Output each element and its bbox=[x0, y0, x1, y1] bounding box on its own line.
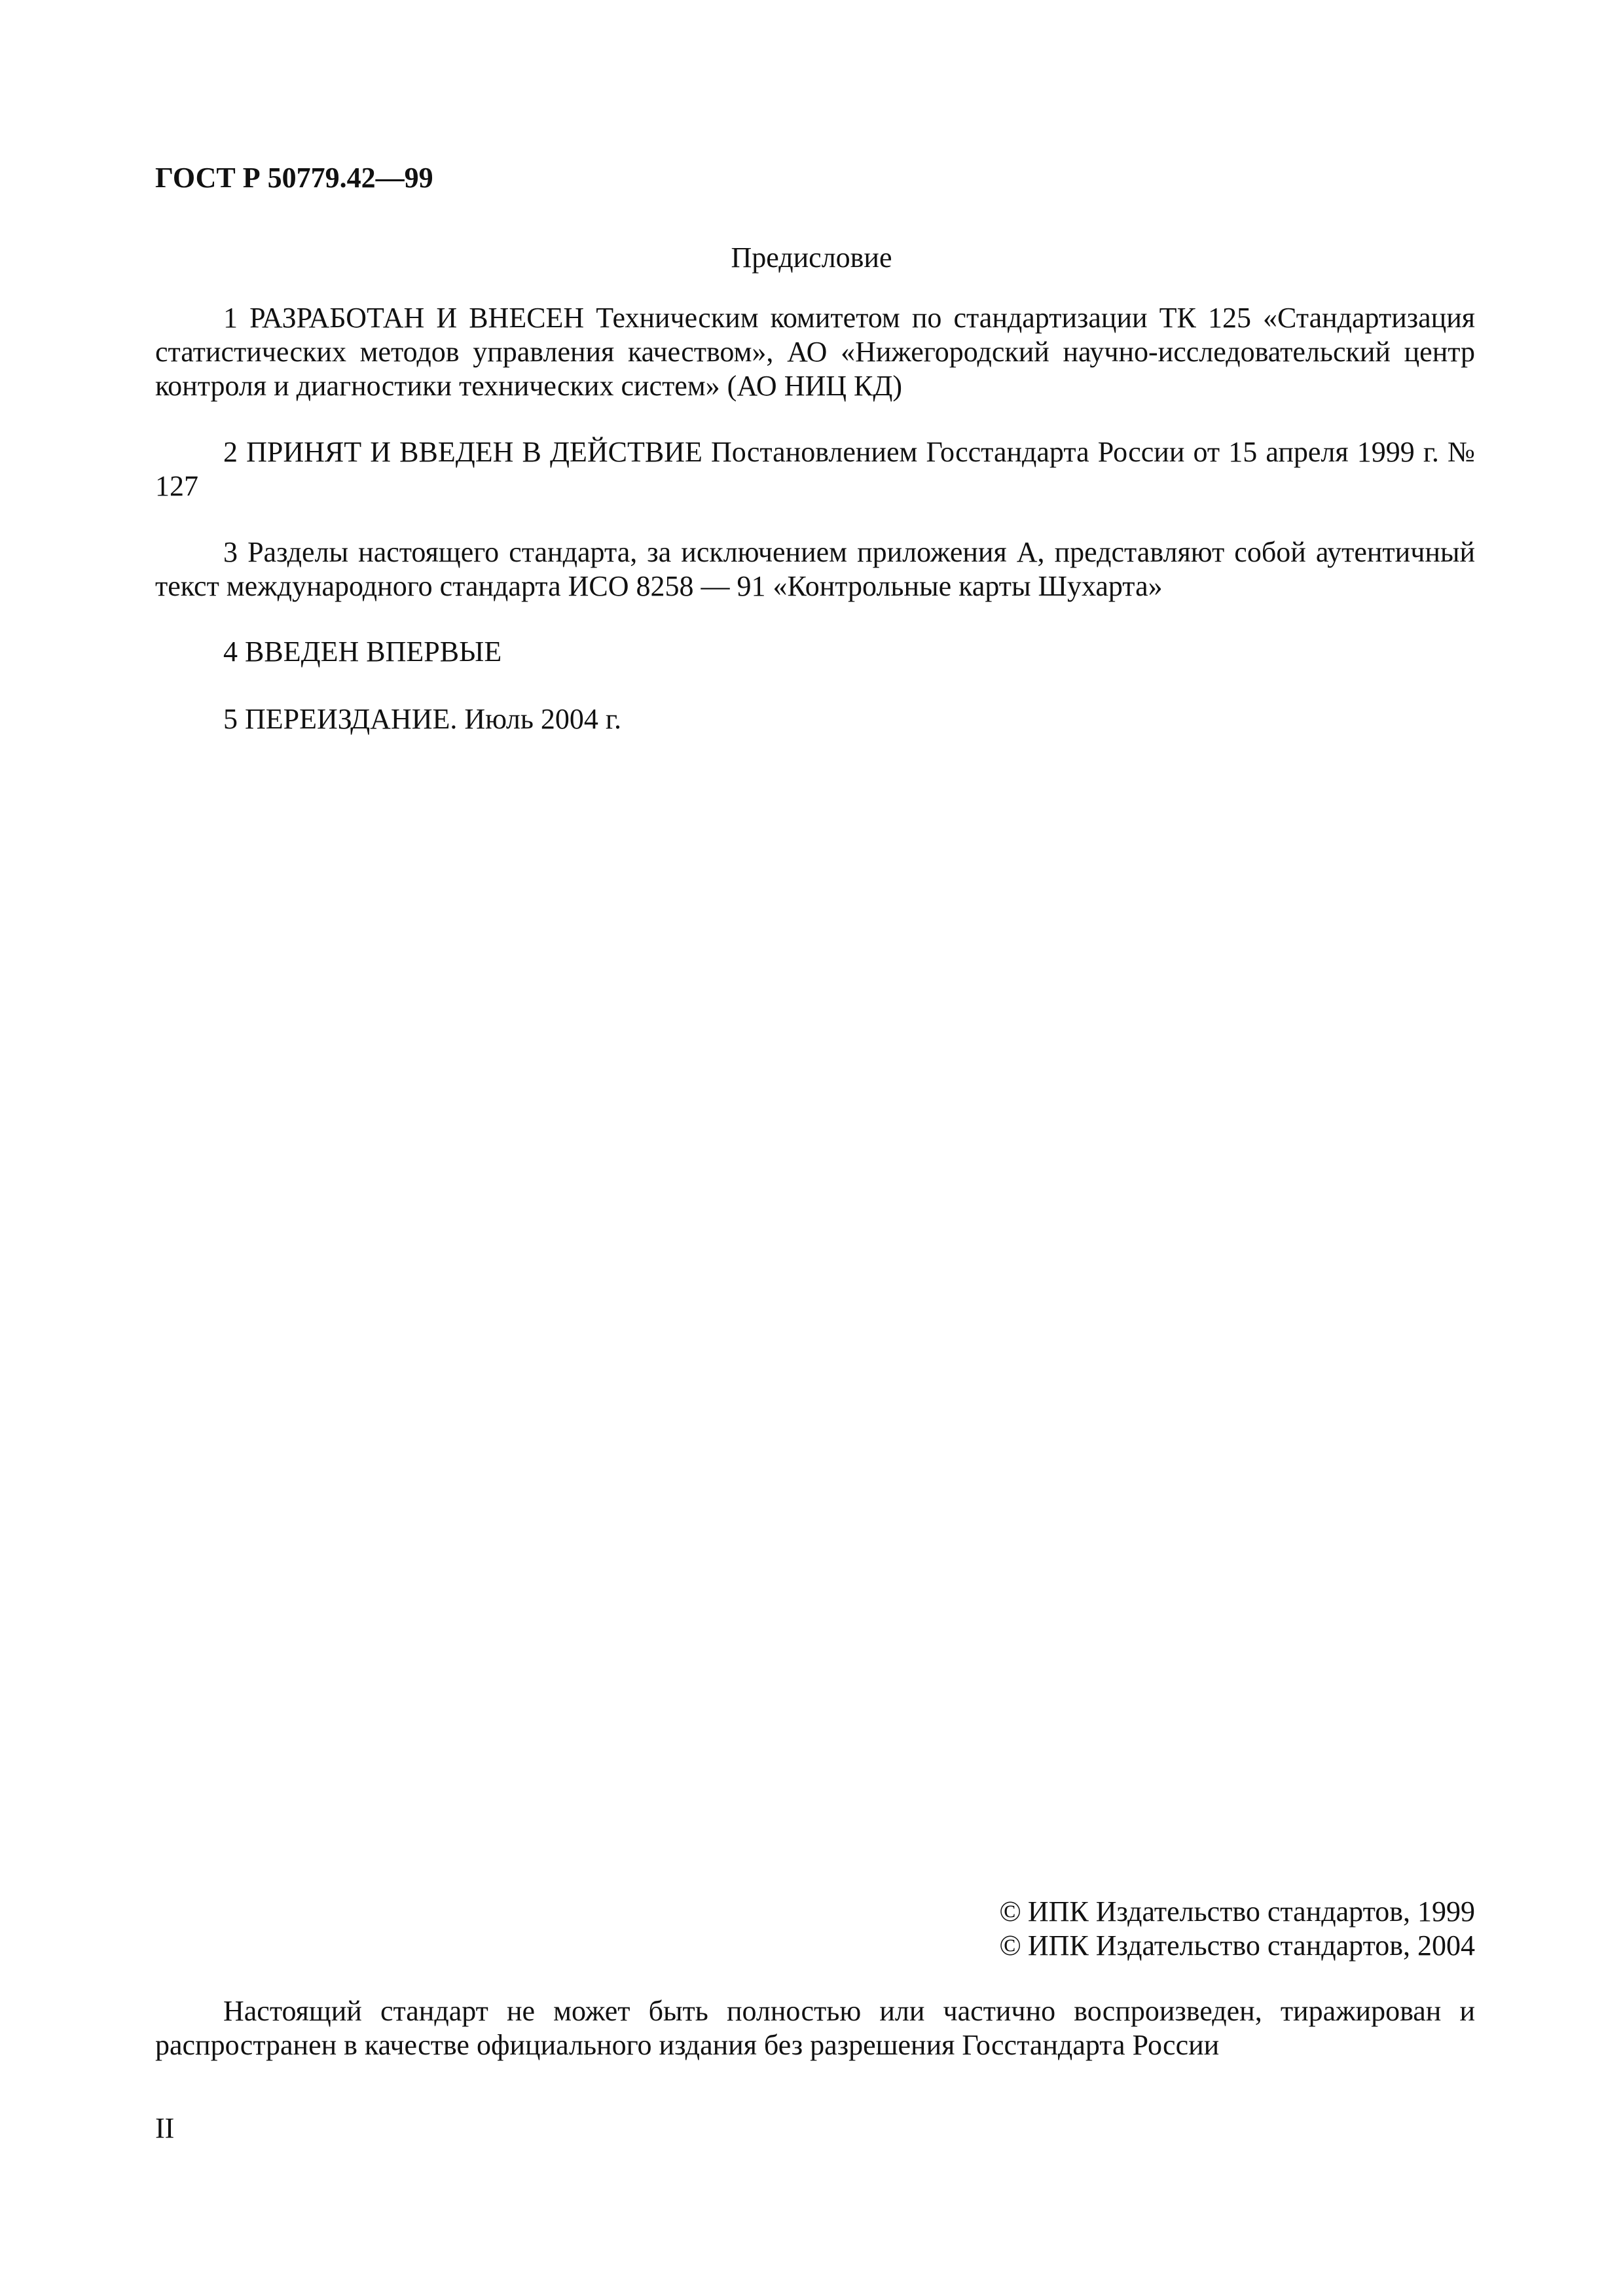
foreword-title: Предисловие bbox=[731, 242, 892, 274]
copyright-line-2 bbox=[689, 1929, 1475, 1963]
copyright-text-1: ИПК Издательство стандартов, 1999 bbox=[1027, 1895, 1475, 1928]
foreword-paragraph-3: 3 Разделы настоящего стандарта, за исключением приложения А, представляют собой аутентичный текст международного стандарта ИСО 8258 — 91 «Контрольные карты Шухарта» bbox=[155, 536, 1475, 602]
copyright-text-2: ИПК Издательство стандартов, 2004 bbox=[1027, 1929, 1475, 1962]
page-number: II bbox=[155, 2112, 175, 2144]
copyright-symbol: © bbox=[999, 1929, 1021, 1962]
document-id: ГОСТ Р 50779.42—99 bbox=[155, 162, 433, 194]
foreword-paragraph-2: 2 ПРИНЯТ И ВВЕДЕН В ДЕЙСТВИЕ Постановлением Госстандарта России от 15 апреля 1999 г. № 127 bbox=[155, 436, 1475, 502]
copyright-symbol: © bbox=[999, 1895, 1021, 1928]
reproduction-notice: Настоящий стандарт не может быть полностью или частично воспроизведен, тиражирован и распространен в качестве официального издания без разрешения Госстандарта России bbox=[155, 1995, 1475, 2061]
foreword-paragraph-1: 1 РАЗРАБОТАН И ВНЕСЕН Техническим комитетом по стандартизации ТК 125 «Стандартизация статистических методов управления качеством», АО «Нижегородский научно-исследовательский центр контроля и диагностики технических систем» (АО НИЦ КД) bbox=[155, 302, 1475, 402]
copyright-line-1 bbox=[689, 1895, 1475, 1929]
foreword-paragraph-4: 4 ВВЕДЕН ВПЕРВЫЕ bbox=[223, 636, 502, 668]
foreword-paragraph-5: 5 ПЕРЕИЗДАНИЕ. Июль 2004 г. bbox=[223, 703, 622, 735]
